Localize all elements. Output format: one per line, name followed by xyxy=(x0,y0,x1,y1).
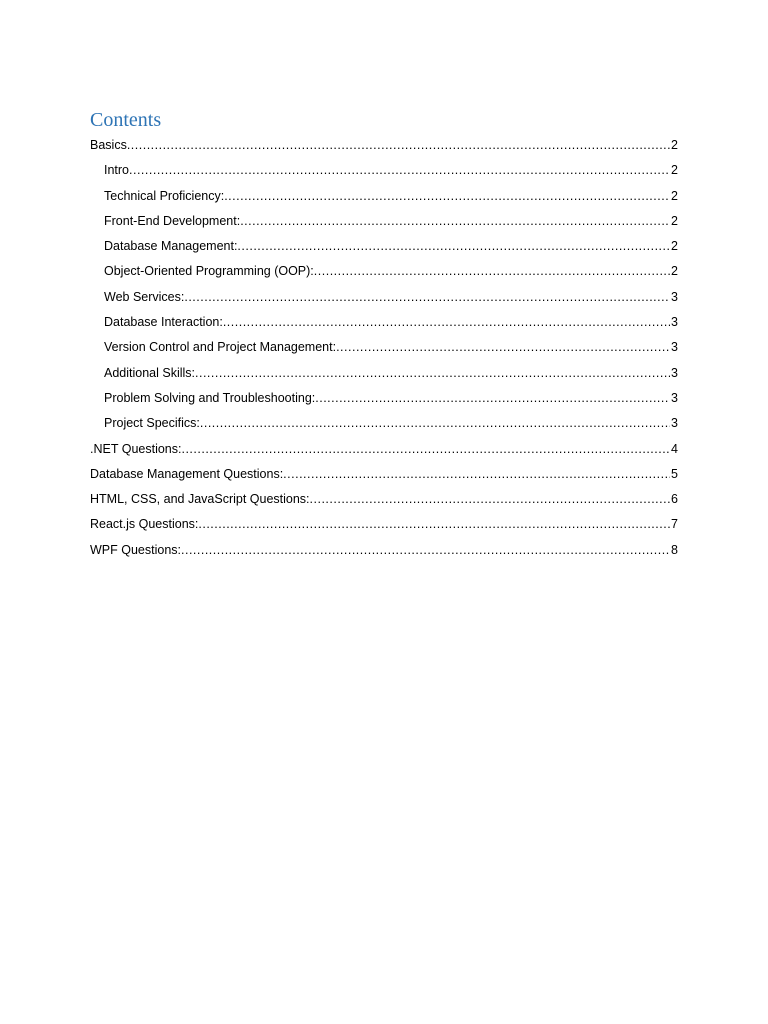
toc-dot-leader xyxy=(127,133,670,158)
toc-entry-title: HTML, CSS, and JavaScript Questions: xyxy=(90,492,310,507)
toc-dot-leader xyxy=(195,361,670,386)
toc-dot-leader xyxy=(200,411,670,436)
toc-entry-title: Database Management Questions: xyxy=(90,466,284,481)
toc-dot-leader xyxy=(240,209,670,234)
toc-dot-leader xyxy=(336,335,670,360)
toc-entry-title: Database Management: xyxy=(104,239,238,254)
toc-dot-leader xyxy=(315,386,670,411)
toc-entry-additional-skills[interactable] xyxy=(90,361,678,386)
toc-entry-dotnet-questions[interactable] xyxy=(90,437,678,462)
toc-entry-front-end-development[interactable] xyxy=(90,209,678,234)
toc-page-number: 5 xyxy=(671,466,678,481)
toc-page-number: 2 xyxy=(671,264,678,279)
toc-page-number: 2 xyxy=(671,188,678,203)
toc-entry-database-management-questions[interactable] xyxy=(90,462,678,487)
toc-page-number: 2 xyxy=(671,163,678,178)
toc-page-number: 7 xyxy=(671,517,678,532)
toc-entry-title: WPF Questions: xyxy=(90,542,181,557)
toc-dot-leader xyxy=(237,234,670,259)
toc-page-number: 3 xyxy=(671,365,678,380)
toc-page-number: 2 xyxy=(671,138,678,152)
toc-entry-version-control[interactable] xyxy=(90,335,678,360)
toc-entry-wpf-questions[interactable] xyxy=(90,538,678,563)
toc-dot-leader xyxy=(181,538,670,563)
toc-entry-title: Additional Skills: xyxy=(104,365,196,380)
toc-entry-database-management[interactable] xyxy=(90,234,678,259)
toc-page-number: 4 xyxy=(671,441,678,456)
toc-page-number: 3 xyxy=(671,315,678,330)
toc-dot-leader xyxy=(184,285,670,310)
toc-page-number: 6 xyxy=(671,492,678,507)
toc-page-number: 2 xyxy=(671,239,678,254)
toc-entry-title: Version Control and Project Management: xyxy=(104,340,337,355)
toc-dot-leader xyxy=(181,437,670,462)
toc-entry-title: Problem Solving and Troubleshooting: xyxy=(104,390,316,405)
toc-heading: Contents xyxy=(90,109,162,131)
toc-entry-intro[interactable] xyxy=(90,158,678,183)
toc-dot-leader xyxy=(223,310,670,335)
toc-page-number: 3 xyxy=(671,390,678,405)
toc-entry-html-css-js-questions[interactable] xyxy=(90,487,678,512)
toc-entry-title: Intro xyxy=(104,163,130,178)
toc-entry-problem-solving[interactable] xyxy=(90,386,678,411)
toc-dot-leader xyxy=(224,184,670,209)
toc-page-number: 3 xyxy=(671,340,678,355)
toc-entry-technical-proficiency[interactable] xyxy=(90,184,678,209)
toc-entry-title: Object-Oriented Programming (OOP): xyxy=(104,264,314,279)
toc-entry-web-services[interactable] xyxy=(90,285,678,310)
toc-entry-title: Basics xyxy=(90,138,127,152)
toc-entry-title: Database Interaction: xyxy=(104,315,223,330)
toc-dot-leader xyxy=(198,512,670,537)
toc-dot-leader xyxy=(314,259,670,284)
toc-entry-project-specifics[interactable] xyxy=(90,411,678,436)
toc-entry-title: Technical Proficiency: xyxy=(104,188,225,203)
toc-entry-title: Web Services: xyxy=(104,289,185,304)
toc-entry-title: React.js Questions: xyxy=(90,517,199,532)
toc-dot-leader xyxy=(310,487,671,512)
toc-entry-basics[interactable] xyxy=(90,133,678,158)
toc-page-number: 3 xyxy=(671,289,678,304)
toc-entry-title: .NET Questions: xyxy=(90,441,182,456)
toc-dot-leader xyxy=(283,462,670,487)
toc-page-number: 2 xyxy=(671,213,678,228)
toc-entry-react-questions[interactable] xyxy=(90,512,678,537)
toc-entry-title: Project Specifics: xyxy=(104,416,200,431)
toc-dot-leader xyxy=(129,158,670,183)
toc-page-number: 3 xyxy=(671,416,678,431)
toc-entry-title: Front-End Development: xyxy=(104,213,241,228)
toc-entry-oop[interactable] xyxy=(90,259,678,284)
toc-page-number: 8 xyxy=(671,542,678,557)
toc-entry-database-interaction[interactable] xyxy=(90,310,678,335)
table-of-contents xyxy=(90,133,678,563)
